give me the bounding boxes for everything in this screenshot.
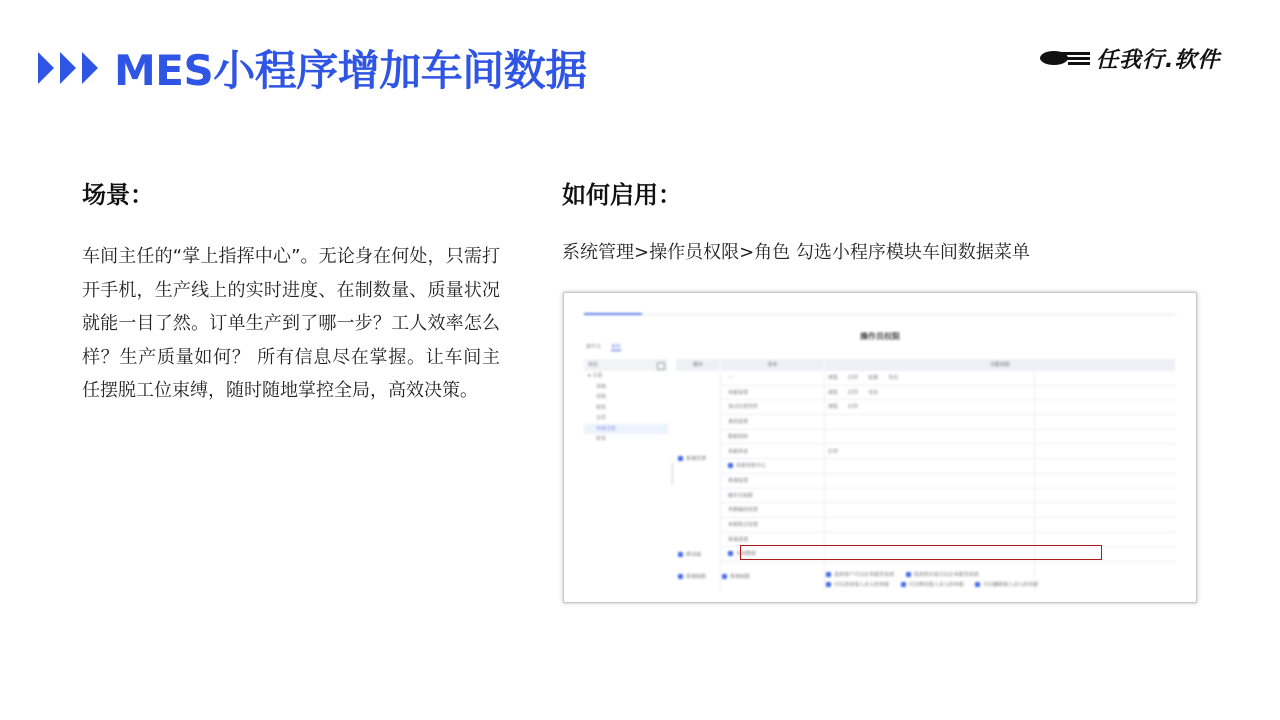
perm-item[interactable]: 导出	[868, 389, 879, 396]
group-mobile: 移动端	[678, 551, 701, 558]
speed-swoosh-icon	[1040, 48, 1090, 68]
menu-name: 操作员权限	[728, 492, 754, 499]
tree-item[interactable]: 销售	[596, 404, 607, 411]
tree-root[interactable]: ▾ 全部	[588, 373, 603, 379]
table-row	[676, 474, 1176, 489]
checkbox-checked-icon[interactable]	[722, 574, 727, 579]
menu-name: 单据列表	[728, 448, 749, 455]
enable-heading: 如何启用：	[562, 181, 682, 209]
dialog-tabs	[586, 343, 621, 351]
menu-perms	[824, 430, 1180, 445]
tree-item[interactable]: 采购	[596, 394, 607, 400]
bottom-perms-row1: 选择客户可以在单据里看到 选择供应商可以在单据里看到	[826, 571, 989, 578]
menu-name: 系统设置	[728, 477, 749, 484]
tree-item[interactable]: 仓管	[596, 415, 607, 421]
checkbox-checked-icon[interactable]	[906, 572, 911, 577]
bottom-perms-row2: 可以查看他人录入的单据 可以修改他人录入的单据 可以删除他人录入的单据	[826, 581, 1048, 588]
checkbox-checked-icon[interactable]	[678, 456, 683, 461]
dialog-title: 操作员权限	[860, 332, 900, 341]
checkbox-checked-icon[interactable]	[728, 551, 733, 556]
menu-perms	[824, 518, 1180, 533]
logo-text: 任我行.软件	[1096, 47, 1221, 73]
perm-item[interactable]: 浏览	[828, 389, 839, 396]
menu-name: 单据格式设置	[728, 522, 759, 528]
menu-name: 条码设置	[728, 419, 749, 426]
checkbox-checked-icon[interactable]	[826, 572, 831, 577]
menu-perms	[824, 415, 1180, 430]
table-row	[676, 400, 1176, 415]
menu-name: 数据初始	[728, 433, 749, 440]
permission-screenshot	[563, 292, 1197, 603]
perm-item[interactable]: 复制	[868, 375, 879, 381]
bottom-perms-row2-name: 系统权限	[722, 573, 750, 580]
table-row	[676, 415, 1176, 430]
menu-perms	[824, 445, 1180, 460]
menu-perms	[824, 386, 1180, 401]
menu-name: 零点位置管控	[728, 404, 759, 411]
col-menu: 菜单	[721, 359, 825, 371]
search-icon[interactable]	[657, 362, 665, 370]
tab-role[interactable]: 角色	[611, 344, 622, 350]
menu-perms	[824, 371, 1180, 386]
col-module: 模块	[676, 359, 721, 371]
group-perms: 系统权限	[678, 573, 706, 580]
highlight-box	[740, 545, 1102, 560]
table-row	[676, 459, 1176, 474]
table-row	[676, 430, 1176, 445]
perm-item[interactable]: 打印	[828, 448, 839, 455]
checkbox-checked-icon[interactable]	[678, 552, 683, 557]
checkbox-checked-icon[interactable]	[728, 463, 733, 468]
menu-name: 车间数据	[724, 547, 824, 562]
table-header	[676, 359, 1176, 371]
col-perms: 功能权限	[825, 359, 1176, 371]
tree-item[interactable]: 财务	[596, 436, 607, 442]
menu-perms	[824, 459, 1180, 474]
menu-perms	[824, 400, 1180, 415]
perm-item[interactable]: 打印	[848, 375, 859, 381]
menu-perms	[824, 474, 1180, 489]
checkbox-checked-icon[interactable]	[826, 582, 831, 587]
perm-item[interactable]: 浏览	[828, 404, 839, 411]
tree-item-selected[interactable]: 车间主任	[584, 424, 668, 435]
table-row	[676, 503, 1176, 518]
table-row	[676, 489, 1176, 504]
menu-name: 单据审批中心	[724, 459, 824, 474]
table-row	[676, 386, 1176, 401]
menu-name: 系统重建	[728, 536, 749, 543]
menu-name: 单据编码设置	[728, 507, 759, 514]
tab-operator[interactable]: 操作员	[586, 344, 602, 350]
menu-name: ···	[728, 375, 733, 381]
company-logo	[1040, 42, 1220, 74]
menu-name: 单据设置	[728, 389, 749, 396]
role-tree-panel	[584, 359, 668, 592]
table-row	[676, 445, 1176, 460]
perm-item[interactable]: 打印	[848, 389, 859, 396]
menu-perms	[824, 489, 1180, 504]
perm-item[interactable]: 浏览	[828, 375, 839, 381]
table-row	[676, 518, 1176, 533]
menu-perms	[824, 503, 1180, 518]
group-system: 系统管理	[678, 455, 706, 462]
slide-title-bar	[38, 38, 587, 98]
scenario-body: 车间主任的“掌上指挥中心”。无论身在何处，只需打开手机，生产线上的实时进度、在制数量、质量状况就能一目了然。订单生产到了哪一步？工人效率怎么样？生产质量如何？ 所有信息尽在掌握。让车间主任摆脱工位束缚，随时随地掌控全局，高效决策。	[82, 246, 500, 401]
slide-title: MES小程序增加车间数据	[114, 46, 587, 95]
chevrons-icon	[38, 52, 98, 84]
checkbox-checked-icon[interactable]	[901, 582, 906, 587]
tree-item[interactable]: 采购	[596, 383, 607, 390]
checkbox-checked-icon[interactable]	[975, 582, 980, 587]
scrollbar[interactable]	[672, 463, 673, 485]
role-tree-header-label: 角色	[588, 362, 599, 368]
table-row	[676, 371, 1176, 386]
checkbox-checked-icon[interactable]	[678, 574, 683, 579]
perm-item[interactable]: 导出	[888, 375, 899, 381]
enable-path: 系统管理>操作员权限>角色 勾选小程序模块车间数据菜单	[562, 242, 1030, 263]
perm-item[interactable]: 打印	[848, 404, 859, 411]
role-tree-header	[584, 359, 668, 371]
scenario-heading: 场景：	[82, 181, 154, 209]
